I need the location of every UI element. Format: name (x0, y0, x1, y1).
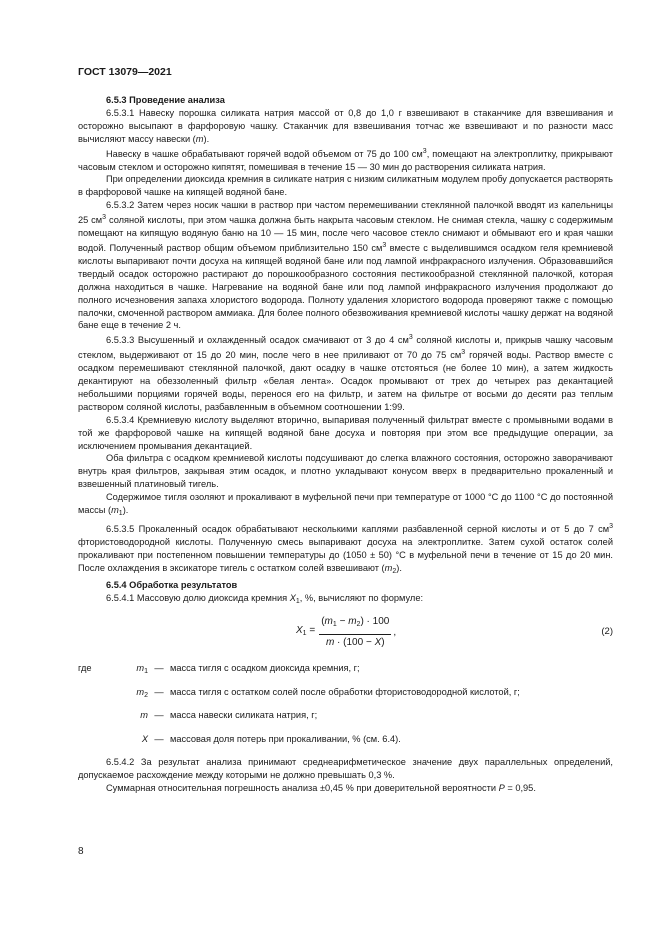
formula-lhs: $X_1$ = (296, 625, 316, 638)
formula-numerator: $(m_1 - m_2) \cdot 100$ (319, 616, 391, 635)
paragraph-6-5-3-1: 6.5.3.1 Навеску порошка силиката натрия массой от 0,8 до 1,0 г взвешивают в стаканчике для взвешивания и осторожно высыпают в фарфоровую чашку. Стаканчик для взвешивания тотчас же взвешивают и по разности масс вычисляют массу навески (m). (78, 107, 613, 144)
definition-m2: $m_2$ — масса тигля с остатком солей после обработки фтористоводородной кислотой, г; (136, 686, 520, 699)
paragraph-low-modulus-note: При определении диоксида кремния в силикате натрия с низким силикатным модулем пробу допускается растворять в фарфоровой чашке на кипящей водяной бане. (78, 174, 613, 198)
paragraph-6-5-4-1: 6.5.4.1 Массовую долю диоксида кремния $X_1$, %, вычисляют по формуле: (106, 592, 424, 605)
definition-x: X — массовая доля потерь при прокаливании, % (см. 6.4). (141, 733, 401, 744)
paragraph-6-5-3-4: 6.5.3.4 Кремниевую кислоту выделяют вторично, выпаривая полученный фильтрат вместе с промывными водами в той же фарфоровой чашке на кипящей водяной бане досуха и повторяя при этом все предыдущие операции, за исключением промывания декантацией. (78, 414, 613, 451)
document-header: ГОСТ 13079—2021 (78, 66, 172, 78)
formula-block (78, 614, 613, 652)
paragraph-6-5-4-2: 6.5.4.2 За результат анализа принимают среднеарифметическое значение двух параллельных определений, допускаемое расхождение между которыми не должно превышать 0,3 %. (78, 757, 613, 780)
paragraph-6-5-3-5: 6.5.3.5 Прокаленный осадок обрабатывают несколькими каплями разбавленной серной кислоты и от 5 до 7 $см^3$ фтористоводородной кислоты. Полученную смесь выпаривают досуха на электроплитке. Затем сухой остаток солей прокаливают при постепенном повышении температуры до (1050 ± 50) °С в муфельной печи в течение от 15 до 20 мин. После охлаждения в эксикаторе тигель с остатком солей взвешивают $(m_2)$. (78, 523, 613, 575)
variable-definitions (78, 662, 613, 749)
definition-m: m — масса навески силиката натрия, г; (140, 710, 318, 721)
formula-denominator: m · (100 − X) (325, 637, 385, 649)
formula-tail: , (393, 626, 397, 638)
paragraph-filters: Оба фильтра с осадком кремниевой кислоты подсушивают до слегка влажного состояния, осторожно заворачивают внутрь края фильтров, закрывая этим осадок, и плотно укладывают конусом вверх в предварительно прокаленный и взвешенный платиновый тигель. (78, 453, 613, 490)
formula-number: (2) (601, 626, 613, 638)
paragraph-6-5-3-2: 6.5.3.2 Затем через носик чашки в раствор при частом перемешивании стеклянной палочкой вводят из капельницы 25 $см^3$ соляной кислоты, при этом чашка должна быть накрыта часовым стеклом. Не снимая стекла, чашку с содержимым помещают на кипящую водяную баню на 10 — 15 мин, после чего часовое стекло снимают и обмывают его и края чашки водой. Полученный раствор общим объемом приблизительно 150 $см^3$ вместе с выделившимся осадком геля кремниевой кислоты выпаривают почти досуха на кипящей водяной бане или под лампой инфракрасного излучения. Образовавшийся твердый осадок осторожно растирают до порошкообразного состояния пестикообразной стеклянной палочкой, которая должна находиться в чашке. Нагревание на водяной бане или под лампой инфракрасного излучения продолжают до полного исчезновения запаха хлористого водорода. Полноту удаления хлористого водорода проверяют также с помощью палочки, смоченной раствором аммиака. Для более полного обезвоживания кремниевой кислоты чашку держат на водяной бане еще в течение 2 ч. (78, 200, 614, 331)
document-body (78, 94, 613, 795)
paragraph-6-5-3-3: 6.5.3.3 Высушенный и охлажденный осадок смачивают от 3 до 4 $см^3$ соляной кислоты и, прикрыв чашку часовым стеклом, выдерживают от 15 до 20 мин, после чего в нее приливают от 70 до 75 $см^3$ горячей воды. Раствор вместе с осадком перемешивают стеклянной палочкой, дают осадку в чашке отстояться (не более 10 мин), а затем жидкость декантируют на обеззоленный фильтр «белая лента». Осадок промывают от трех до четырех раз декантацией небольшими порциями горячей воды, перенося его на фильтр, и затем на фильтре от восьми до десяти раз теплым раствором соляной кислоты, разбавленным в объемном соотношении 1:99. (78, 334, 613, 412)
section-heading-6-5-4: 6.5.4 Обработка результатов (106, 579, 238, 590)
page-number: 8 (78, 846, 84, 857)
paragraph-error: Суммарная относительная погрешность анализа ±0,45 % при доверительной вероятности P = 0,95. (106, 782, 536, 793)
formula-x1 (296, 616, 396, 650)
formula-fraction (319, 616, 391, 650)
paragraph-dissolution: Навеску в чашке обрабатывают горячей водой объемом от 75 до 100 $см^3$, помещают на электроплитку, прикрывают часовым стеклом и осторожно кипятят, помешивая в течение 15 — 30 мин до растворения силиката натрия. (78, 147, 613, 172)
paragraph-calcination: Содержимое тигля озоляют и прокаливают в муфельной печи при температуре от 1000 °С до 1100 °С до постоянной массы $(m_1)$. (78, 492, 613, 518)
section-heading-6-5-3: 6.5.3 Проведение анализа (106, 95, 225, 105)
definition-m1: где $m_1$ — масса тигля с осадком диоксида кремния, г; (78, 663, 360, 676)
